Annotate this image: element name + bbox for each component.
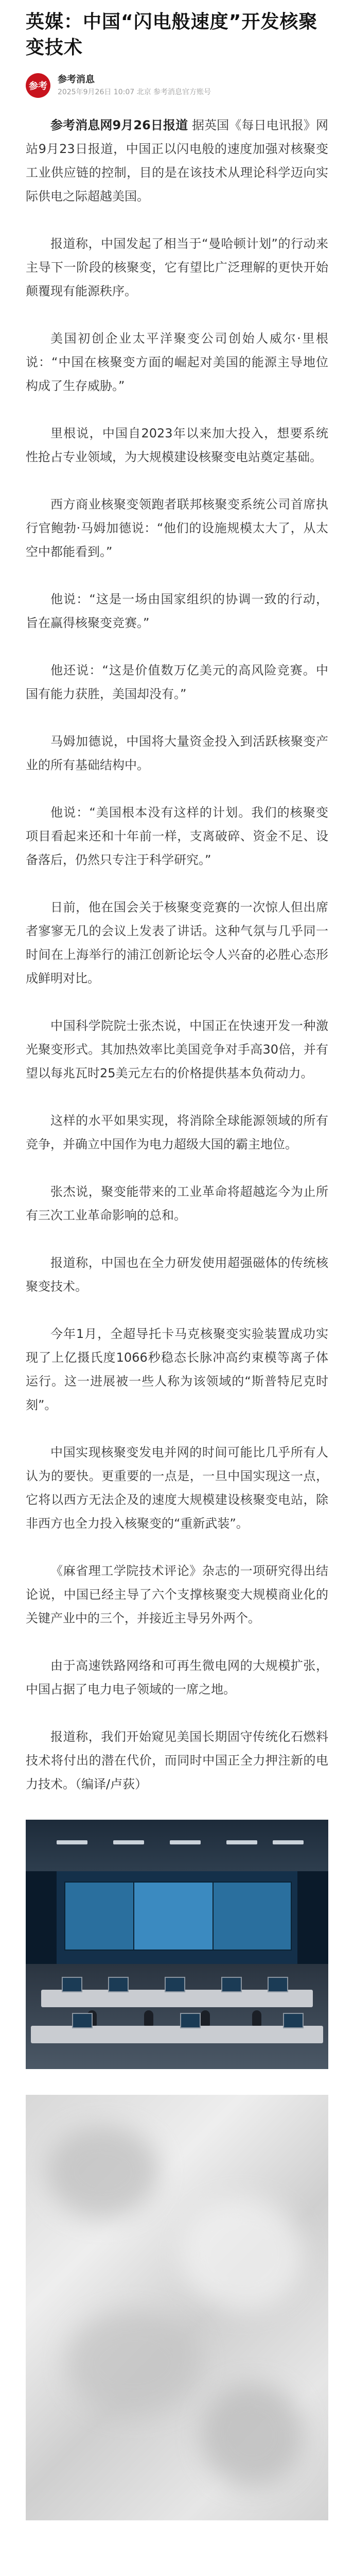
paragraph-2: 报道称，中国发起了相当于“曼哈顿计划”的行动来主导下一阶段的核聚变，它有望比广泛理解的更快开始颠覆现有能源秩序。 — [26, 236, 328, 298]
paragraph-1-text: 据英国《每日电讯报》网站9月23日报道，中国正以闪电般的速度加强对核聚变工业供应链的控制，目的是在该技术从理论科学迈向实际供电之际超越美国。 — [26, 118, 328, 204]
blurred-photo[interactable] — [26, 2095, 328, 2520]
lead-dateline: 参考消息网9月26日报道 — [50, 118, 188, 132]
display-screen — [133, 1882, 223, 1951]
display-screen — [213, 1882, 292, 1951]
person — [252, 2010, 261, 2026]
article-title: 英媒：中国“闪电般速度”开发核聚变技术 — [26, 11, 318, 58]
paragraph-13: 张杰说，聚变能带来的工业革命将超越迄今为止所有三次工业革命影响的总和。 — [26, 1184, 328, 1223]
paragraph-1 — [26, 113, 328, 208]
blur-shape — [180, 2198, 304, 2311]
paragraph-10: 日前，他在国会关于核聚变竞赛的一次惊人但出席者寥寥无几的会议上发表了讲话。这种气氛与几乎同一时间在上海举行的浦江创新论坛令人兴奋的必胜心态形成鲜明对比。 — [26, 900, 328, 986]
paragraph-14: 报道称，中国也在全力研发使用超强磁体的传统核聚变技术。 — [26, 1256, 328, 1294]
control-room-photo[interactable] — [26, 1820, 328, 2069]
paragraph-19: 报道称，我们开始窥见美国长期固守传统化石燃料技术将付出的潜在代价，而同时中国正全力押注新的电力技术。（编译/卢荻） — [26, 1730, 328, 1791]
blur-shape — [67, 2311, 201, 2414]
source-row[interactable] — [26, 73, 328, 98]
paragraph-6: 他说：“这是一场由国家组织的协调一致的行动，旨在赢得核聚变竞赛。” — [26, 592, 328, 630]
paragraph-11: 中国科学院院士张杰说，中国正在快速开发一种激光聚变形式。其加热效率比美国竞争对手高30倍，并有望以每兆瓦时25美元左右的价格提供基本负荷动力。 — [26, 1019, 328, 1080]
paragraph-17: 《麻省理工学院技术评论》杂志的一项研究得出结论说，中国已经主导了六个支撑核聚变大规模商业化的关键产业中的三个，并接近主导另外两个。 — [26, 1564, 328, 1625]
ceiling-light — [273, 1840, 304, 1844]
person — [144, 2010, 153, 2026]
source-name[interactable]: 参考消息 — [58, 74, 95, 85]
monitor — [283, 2013, 304, 2028]
ceiling-light — [226, 1840, 257, 1844]
source-info — [58, 74, 211, 97]
paragraph-5: 西方商业核聚变领跑者联邦核聚变系统公司首席执行官鲍勃·马姆加德说：“他们的设施规模太大了，从太空中都能看到。” — [26, 497, 328, 559]
avatar[interactable]: 参考 — [26, 73, 50, 98]
monitor — [268, 1977, 288, 1992]
monitor — [180, 2013, 201, 2028]
blur-shape — [201, 2383, 304, 2486]
paragraph-7: 他还说：“这是价值数万亿美元的高风险竞赛。中国有能力获胜，美国却没有。” — [26, 663, 328, 701]
console-desk — [31, 2026, 323, 2043]
person — [201, 2010, 210, 2026]
paragraph-16: 中国实现核聚变发电并网的时间可能比几乎所有人认为的要快。更重要的一点是，一旦中国实现这一点，它将以西方无法企及的速度大规模建设核聚变电站，除非西方也全力投入核聚变的“重新武装”。 — [26, 1445, 328, 1531]
source-meta: 2025年9月26日 10:07 北京 参考消息官方账号 — [58, 88, 211, 96]
paragraph-18: 由于高速铁路网络和可再生微电网的大规模扩张，中国占据了电力电子领域的一席之地。 — [26, 1658, 328, 1697]
console-desk — [41, 1990, 313, 2007]
ceiling-light — [170, 1840, 201, 1844]
paragraph-3: 美国初创企业太平洋聚变公司创始人威尔·里根说：“中国在核聚变方面的崛起对美国的能源主导地位构成了生存威胁。” — [26, 331, 328, 393]
monitor — [221, 1977, 242, 1992]
display-screen — [64, 1882, 144, 1951]
photo-ceiling — [26, 1820, 328, 1871]
ceiling-light — [113, 1840, 144, 1844]
paragraph-12: 这样的水平如果实现，将消除全球能源领域的所有竞争，并确立中国作为电力超级大国的霸主地位。 — [26, 1113, 328, 1151]
paragraph-9: 他说：“美国根本没有这样的计划。我们的核聚变项目看起来还和十年前一样，支离破碎、资金不足、设备落后，仍然只专注于科学研究。” — [26, 805, 328, 867]
paragraph-4: 里根说，中国自2023年以来加大投入，想要系统性抢占专业领域，为大规模建设核聚变电站奠定基础。 — [26, 426, 328, 464]
monitor — [72, 2013, 93, 2028]
monitor — [165, 1977, 185, 1992]
blur-shape — [46, 2126, 160, 2218]
monitor — [62, 1977, 82, 1992]
ceiling-light — [57, 1840, 87, 1844]
paragraph-8: 马姆加德说，中国将大量资金投入到活跃核聚变产业的所有基础结构中。 — [26, 734, 328, 772]
monitor — [108, 1977, 129, 1992]
paragraph-15: 今年1月，全超导托卡马克核聚变实验装置成功实现了上亿摄氏度1066秒稳态长脉冲高约束模等离子体运行。这一进展被一些人称为该领域的“斯普特尼克时刻”。 — [26, 1327, 328, 1412]
